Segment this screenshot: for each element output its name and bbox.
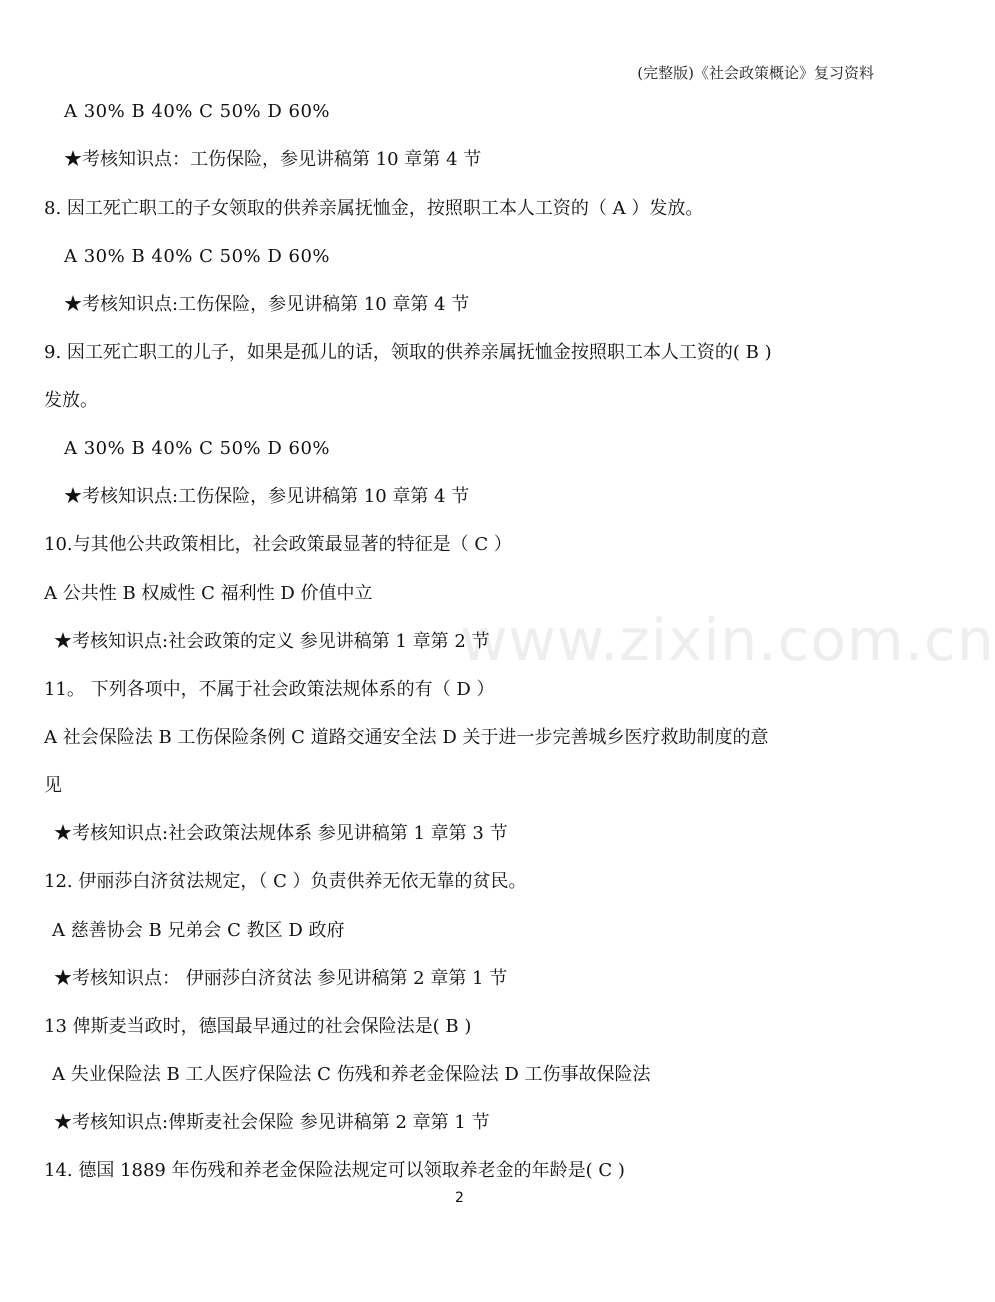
knowledge-point: ★考核知识点:俾斯麦社会保险 参见讲稿第 2 章第 1 节 [54, 1112, 490, 1133]
knowledge-point: ★考核知识点:工伤保险，参见讲稿第 10 章第 4 节 [64, 486, 470, 507]
question-14: 14. 德国 1889 年伤残和养老金保险法规定可以领取养老金的年龄是( C ) [44, 1160, 625, 1181]
option-line: A 30% B 40% C 50% D 60% [64, 101, 331, 122]
option-line: A 社会保险法 B 工伤保险条例 C 道路交通安全法 D 关于进一步完善城乡医疗救助制度的意 [44, 727, 769, 748]
question-9: 9. 因工死亡职工的儿子，如果是孤儿的话，领取的供养亲属抚恤金按照职工本人工资的( B ) [44, 342, 772, 363]
knowledge-point: ★考核知识点:社会政策法规体系 参见讲稿第 1 章第 3 节 [54, 823, 508, 844]
knowledge-point: ★考核知识点：工伤保险，参见讲稿第 10 章第 4 节 [64, 149, 482, 170]
option-line: A 30% B 40% C 50% D 60% [64, 246, 331, 267]
document-header: (完整版)《社会政策概论》复习资料 [637, 64, 874, 82]
knowledge-point: ★考核知识点： 伊丽莎白济贫法 参见讲稿第 2 章第 1 节 [54, 968, 508, 989]
question-13: 13 俾斯麦当政时，德国最早通过的社会保险法是( B ) [44, 1016, 472, 1037]
question-8: 8. 因工死亡职工的子女领取的供养亲属抚恤金，按照职工本人工资的（ A ）发放。 [44, 198, 704, 219]
option-line: A 公共性 B 权威性 C 福利性 D 价值中立 [44, 583, 373, 604]
question-10: 10.与其他公共政策相比，社会政策最显著的特征是（ C ） [44, 534, 512, 555]
knowledge-point: ★考核知识点:工伤保险，参见讲稿第 10 章第 4 节 [64, 294, 470, 315]
option-line: A 慈善协会 B 兄弟会 C 教区 D 政府 [52, 920, 345, 941]
page-number: 2 [455, 1190, 464, 1206]
watermark: www.zixin.com.cn [460, 606, 995, 674]
knowledge-point: ★考核知识点:社会政策的定义 参见讲稿第 1 章第 2 节 [54, 631, 490, 652]
question-11: 11。 下列各项中，不属于社会政策法规体系的有（ D ） [44, 679, 495, 700]
option-line: A 失业保险法 B 工人医疗保险法 C 伤残和养老金保险法 D 工伤事故保险法 [52, 1064, 651, 1085]
option-line-cont: 见 [44, 775, 62, 796]
question-12: 12. 伊丽莎白济贫法规定，（ C ）负责供养无依无靠的贫民。 [44, 871, 527, 892]
option-line: A 30% B 40% C 50% D 60% [64, 438, 331, 459]
question-9-cont: 发放。 [44, 390, 98, 411]
